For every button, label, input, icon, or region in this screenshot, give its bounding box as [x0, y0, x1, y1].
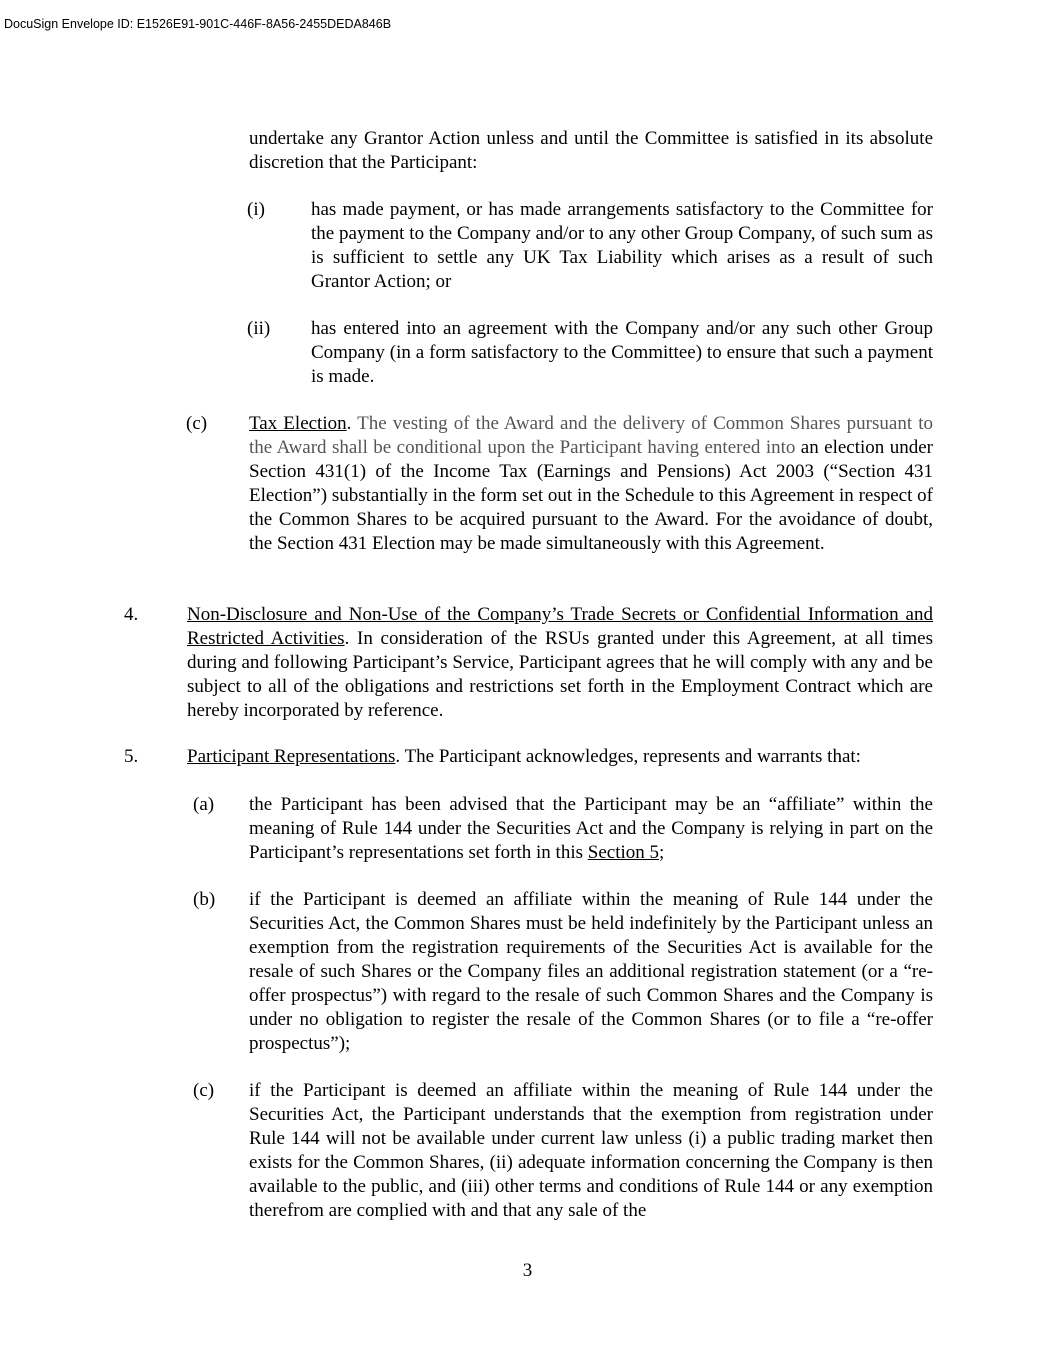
section-4-paragraph [187, 603, 933, 723]
item-a-text-before: the Participant has been advised that the Participant may be an “affiliate” within the meaning of Rule 144 under the Securities Act and the Company is relying in part on the Participant’s representations set forth in this [249, 794, 933, 863]
page-number: 3 [522, 1260, 533, 1281]
tax-election-heading-period: . [346, 413, 352, 434]
section-4-text: In consideration of the RSUs granted under this Agreement, at all times during and following Participant’s Service, Participant agrees that he will comply with any and be subject to all of the obligations and restrictions set forth in the Employment Contract which are hereby incorporated by reference. [187, 628, 933, 721]
tax-election-grey-text: The vesting of the Award and the delivery of Common Shares pursuant to the Award shall be conditional upon the Participant having entered into [249, 413, 933, 458]
section-4-heading-period: . [344, 628, 350, 649]
section-5-item-marker: (b) [193, 889, 216, 910]
section-5-reference-link: Section 5 [587, 842, 660, 863]
section-5-number: 5. [124, 746, 139, 767]
section-5-item-marker: (a) [193, 794, 215, 815]
item-a-text-after: ; [659, 842, 665, 863]
section-4-heading: Non-Disclosure and Non-Use of the Company’s Trade Secrets or Confidential Information and Restricted Activities [187, 604, 933, 649]
section-5-text: The Participant acknowledges, represents and warrants that: [400, 746, 861, 767]
tax-election-paragraph [249, 412, 933, 556]
section-5-heading: Participant Representations [187, 746, 396, 767]
section-5-item-b: if the Participant is deemed an affiliate within the meaning of Rule 144 under the Securities Act, the Common Shares must be held indefinitely by the Participant unless an exemption from the registration requirements of the Securities Act is available for the resale of such Shares or the Company files an additional registration statement (or a “re-offer prospectus”) with regard to the resale of such Common Shares and the Company is under no obligation to register the resale of the Common Shares (or to file a “re-offer prospectus”); [249, 889, 933, 1054]
sub-item-text: has made payment, or has made arrangements satisfactory to the Committee for the payment to the Company and/or to any other Group Company, of such sum as is sufficient to settle any UK Tax Liability which arises as a result of such Grantor Action; or [311, 199, 933, 292]
section-5-item-a [249, 793, 933, 865]
sub-item-text: has entered into an agreement with the Company and/or any such other Group Company (in a form satisfactory to the Committee) to ensure that such a payment is made. [311, 318, 933, 387]
section-5-item-marker: (c) [193, 1080, 215, 1101]
section-4-number: 4. [124, 604, 139, 625]
intro-paragraph: undertake any Grantor Action unless and until the Committee is satisfied in its absolute discretion that the Participant: [249, 128, 933, 173]
tax-election-heading: Tax Election [249, 413, 347, 434]
sub-item-marker: (i) [247, 199, 265, 220]
docusign-envelope-id: DocuSign Envelope ID: E1526E91-901C-446F-8A56-2455DEDA846B [4, 17, 392, 31]
section-5-heading-period: . [395, 746, 401, 767]
item-c-marker: (c) [186, 413, 208, 434]
tax-election-text: an election under Section 431(1) of the Income Tax (Earnings and Pensions) Act 2003 (“Section 431 Election”) substantially in the form set out in the Schedule to this Agreement in respect of the Common Shares to be acquired pursuant to the Award. For the avoidance of doubt, the Section 431 Election may be made simultaneously with this Agreement. [249, 437, 933, 554]
section-5-paragraph [187, 745, 933, 769]
sub-item-marker: (ii) [247, 318, 271, 339]
section-5-item-c: if the Participant is deemed an affiliate within the meaning of Rule 144 under the Securities Act, the Participant understands that the exemption from registration under Rule 144 will not be available under current law unless (i) a public trading market then exists for the Common Shares, (ii) adequate information concerning the Company is then available to the public, and (iii) other terms and conditions of Rule 144 or any exemption therefrom are complied with and that any sale of the [249, 1080, 933, 1221]
